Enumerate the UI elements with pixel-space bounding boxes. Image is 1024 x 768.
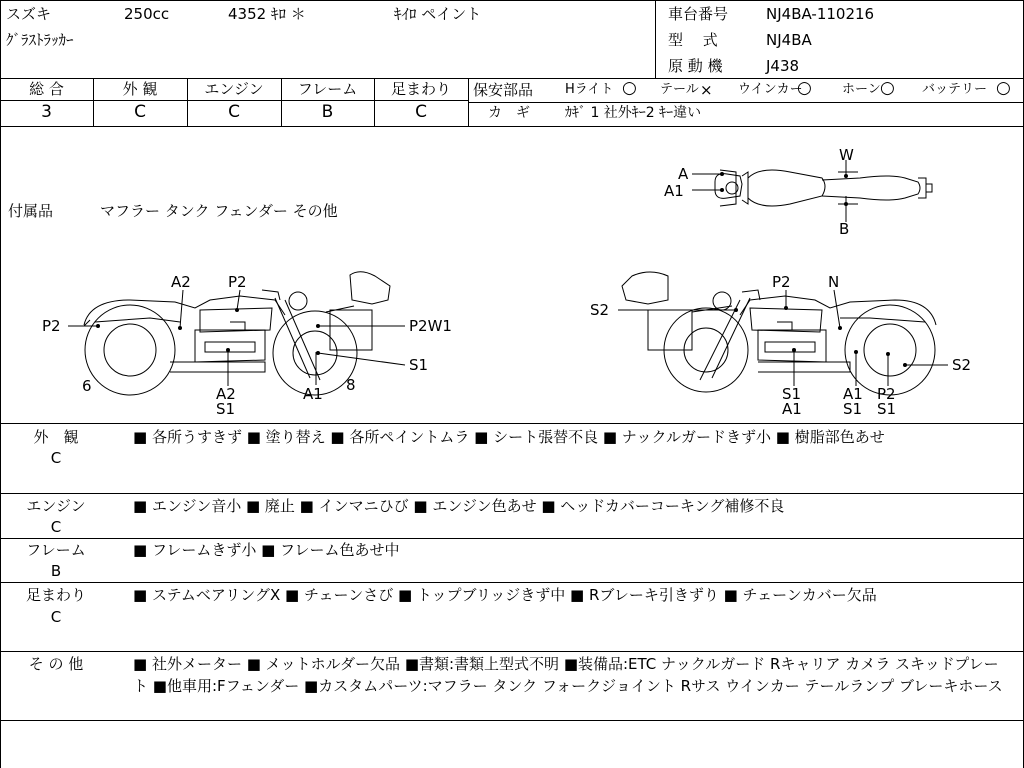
defect-text: ■ フレームきず小 ■ フレーム色あせ中 [133,541,400,559]
model-label: 型 式 [668,31,718,49]
safety-status-tail: × [700,81,713,99]
diag-label-right-a1-bottom: A1 [782,400,802,418]
engine-code: J438 [766,57,800,75]
diag-label-left-p2-rear: P2 [42,317,61,335]
maker: スズキ [6,5,52,23]
defect-label: そ の 他 [28,655,84,673]
defect-grade: C [50,449,62,467]
defect-label: フレーム [26,541,86,559]
diag-label-left-s1-bottom: S1 [216,400,236,418]
diag-label-right-s2-rear: S2 [590,301,610,319]
rating-suspension: C [415,102,427,122]
safety-label: 保安部品 [473,81,534,99]
diag-label-right-s1: S1 [782,385,802,403]
rating-frame: B [321,102,334,122]
diag-label-right-p2-bottom: P2 [877,385,896,403]
accessories-value: マフラー タンク フェンダー その他 [100,202,338,220]
defect-text: ■ エンジン音小 ■ 廃止 ■ インマニひび ■ エンジン色あせ ■ ヘッドカバーコーキング補修不良 [133,497,785,515]
diag-label-top-w: W [839,146,854,164]
accessories-label: 付属品 [8,202,54,220]
defect-text: ■ 社外メーター ■ メットホルダー欠品 ■書類:書類上型式不明 ■装備品:ETC ナックルガード Rキャリア カメラ スキッドプレート ■他車用:Fフェンダー ■カスタムパーツ:マフラー タンク フォークジョイント Rサス ウインカー テールランプ ブレーキホース [133,655,1003,695]
defect-label: 足まわり [25,586,86,604]
diag-label-right-s2: S2 [952,356,972,374]
safety-item-tail: テール [660,82,699,97]
diag-label-left-p2-top: P2 [228,273,247,291]
diag-label-top-a1: A1 [664,182,684,200]
leader-lines [68,160,948,386]
diag-label-right-s1-far: S1 [877,400,897,418]
diag-label-left-a2-bottom: A2 [216,385,236,403]
rating-total: 3 [41,102,52,122]
safety-status-headlight: ○ [622,78,637,98]
diag-label-right-s1-bottom: S1 [843,400,863,418]
rating-header-engine: エンジン [204,80,264,98]
safety-status-winker: ○ [797,78,812,98]
defect-text: ■ 各所うすきず ■ 塗り替え ■ 各所ペイントムラ ■ シート張替不良 ■ ナックルガードきず小 ■ 樹脂部色あせ [133,428,885,446]
diag-label-left-8: 8 [346,376,356,394]
safety-item-headlight: Hライト [565,82,614,97]
key-label: カ ギ [488,105,530,121]
diag-label-left-a1: A1 [303,385,323,403]
rating-header-exterior: 外 観 [122,80,158,98]
frame-no: NJ4BA-110216 [766,5,875,23]
safety-item-horn: ホーン [842,82,881,97]
diag-label-right-p2: P2 [772,273,791,291]
safety-status-battery: ○ [996,78,1011,98]
frame-no-label: 車台番号 [668,5,729,23]
rating-header-suspension: 足まわり [390,80,451,98]
model-name: ｸﾞﾗｽﾄﾗｯｶｰ [6,31,74,49]
diag-label-left-a2: A2 [171,273,191,291]
diag-label-right-a1: A1 [843,385,863,403]
damage-markers [96,172,907,367]
defect-grade: B [50,562,62,580]
key-value: ｶｷﾞ 1 社外ｷｰ2 ｷｰ違い [565,105,702,121]
defect-text: ■ ステムベアリングX ■ チェーンさび ■ トップブリッジきず中 ■ Rブレーキ引きずり ■ チェーンカバー欠品 [133,586,877,604]
safety-status-horn: ○ [880,78,895,98]
rating-exterior: C [134,102,146,122]
safety-item-battery: バッテリー [922,82,988,97]
mileage: 4352 ｷﾛ ＊ [228,5,306,23]
rating-header-total: 総 合 [29,80,64,98]
safety-item-winker: ウインカー [738,82,803,97]
diag-label-top-a: A [678,165,689,183]
color: ｷｲﾛ ペイント [394,5,482,23]
defect-grade: C [50,608,62,626]
diag-label-right-n: N [828,273,840,291]
rating-engine: C [228,102,240,122]
rating-header-frame: フレーム [297,80,358,98]
diag-label-left-p2w1: P2W1 [409,317,452,335]
engine-label: 原 動 機 [668,57,723,75]
diag-label-left-6: 6 [82,377,92,395]
diag-label-left-s1: S1 [409,356,429,374]
model-code: NJ4BA [766,31,812,49]
diag-label-top-b: B [839,220,850,238]
top-view-motorcycle [715,170,932,206]
defect-label: エンジン [26,497,86,515]
displacement: 250cc [124,5,170,23]
defect-grade: C [50,518,62,536]
defect-label: 外 観 [33,428,79,446]
